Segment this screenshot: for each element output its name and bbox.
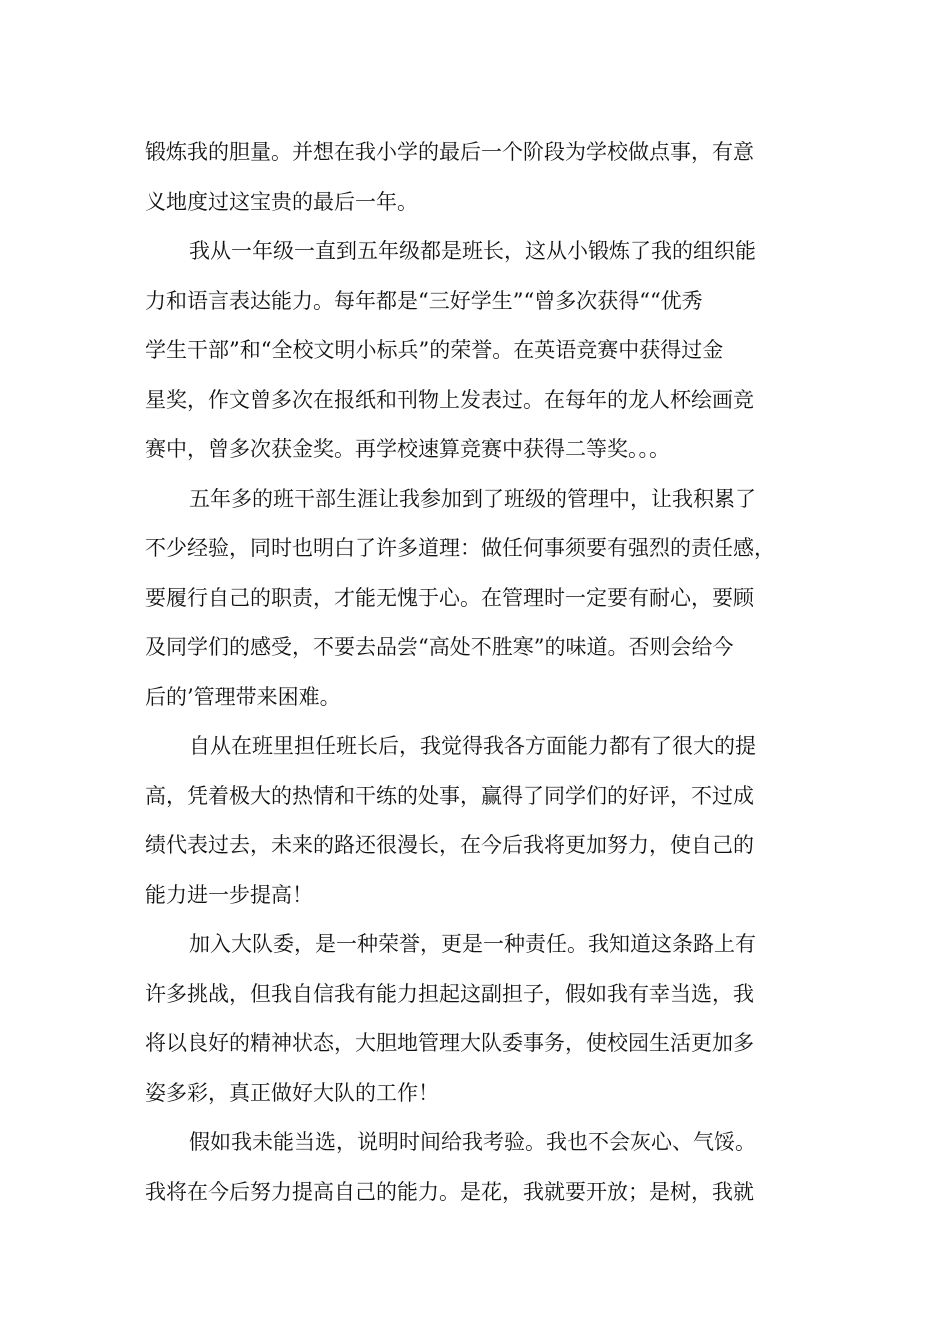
text-line: 要履行自己的职责，才能无愧于心。在管理时一定要有耐心，要顾: [145, 585, 754, 610]
paragraph-first-line: 假如我未能当选，说明时间给我考验。我也不会灰心、气馁。: [189, 1130, 756, 1154]
text-line: 将以良好的精神状态，大胆地管理大队委事务，使校园生活更加多: [145, 1031, 754, 1055]
text-line: 及同学们的感受，不要去品尝“高处不胜寒”的味道。否则会给今: [145, 635, 734, 659]
text-line: 不少经验，同时也明白了许多道理：做任何事须要有强烈的责任感，: [145, 536, 775, 560]
text-line: 力和语言表达能力。每年都是“三好学生”“曾多次获得““优秀: [145, 288, 703, 313]
paragraph-first-line: 自从在班里担任班长后，我觉得我各方面能力都有了很大的提: [189, 734, 756, 758]
paragraph-first-line: 五年多的班干部生涯让我参加到了班级的管理中，让我积累了: [189, 486, 756, 511]
paragraph-first-line: 我从一年级一直到五年级都是班长，这从小锻炼了我的组织能: [189, 239, 756, 263]
text-line: 星奖，作文曾多次在报纸和刊物上发表过。在每年的龙人杯绘画竞: [145, 387, 754, 412]
document-body: [145, 128, 815, 1217]
text-line: 我将在今后努力提高自己的能力。是花，我就要开放；是树，我就: [145, 1179, 754, 1204]
text-line: 高，凭着极大的热情和干练的处事，赢得了同学们的好评，不过成: [145, 783, 754, 808]
text-line: 绩代表过去，未来的路还很漫长，在今后我将更加努力，使自己的: [145, 833, 754, 857]
text-line: 锻炼我的胆量。并想在我小学的最后一个阶段为学校做点事，有意: [145, 140, 754, 164]
text-line: 后的’管理带来困难。: [145, 684, 341, 709]
text-line: 姿多彩，真正做好大队的工作！: [145, 1080, 439, 1105]
text-line: 能力进一步提高！: [145, 882, 313, 907]
paragraph-first-line: 加入大队委，是一种荣誉，更是一种责任。我知道这条路上有: [189, 932, 756, 956]
text-line: 义地度过这宝贵的最后一年。: [145, 189, 418, 214]
text-line: 赛中，曾多次获金奖。再学校速算竞赛中获得二等奖。。。: [145, 437, 670, 461]
text-line: 许多挑战，但我自信我有能力担起这副担子，假如我有幸当选，我: [145, 981, 754, 1006]
text-line: 学生干部”和“全校文明小标兵”的荣誉。在英语竞赛中获得过金: [145, 338, 724, 362]
